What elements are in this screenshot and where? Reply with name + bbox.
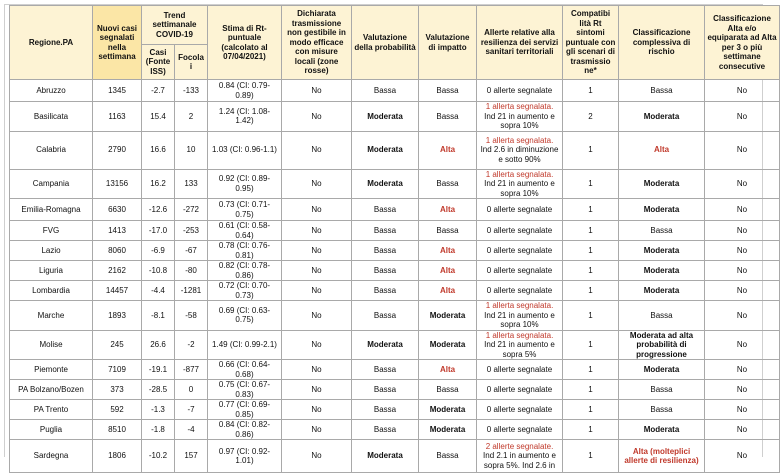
row-impatto: Alta (419, 241, 477, 261)
allerta-detail: Ind 21 in aumento e sopra 10% (484, 111, 555, 130)
allerta-detail: 0 allerte segnalate (486, 384, 553, 394)
table-row (10, 400, 780, 420)
row-alta3: No (705, 80, 780, 102)
allerta-detail: Ind 21 in aumento e sopra 10% (484, 310, 555, 329)
allerta-detail: Ind 21 in aumento e sopra 5% (484, 340, 555, 359)
row-impatto: Alta (419, 199, 477, 221)
row-region: Lazio (10, 241, 93, 261)
row-allerte (477, 199, 563, 221)
row-rt: 0.78 (CI: 0.76-0.81) (208, 241, 282, 261)
row-dichiarata: No (282, 102, 352, 132)
header-nuovi-casi: Nuovi casi segnalati nella settimana (93, 6, 142, 80)
row-alta3: No (705, 360, 780, 380)
document-frame (4, 4, 777, 470)
row-probabilita: Bassa (352, 400, 419, 420)
risk-table (9, 5, 780, 473)
row-nuovi-casi: 8510 (93, 420, 142, 440)
row-region: PA Bolzano/Bozen (10, 380, 93, 400)
row-impatto: Bassa (419, 380, 477, 400)
row-dichiarata: No (282, 420, 352, 440)
table-row (10, 330, 780, 360)
row-trend-casi: -19.1 (142, 360, 175, 380)
row-alta3: No (705, 261, 780, 281)
row-impatto: Moderata (419, 301, 477, 331)
row-alta3: No (705, 281, 780, 301)
row-region: Campania (10, 169, 93, 199)
row-alta3: No (705, 199, 780, 221)
row-focolai: -7 (175, 400, 208, 420)
row-trend-casi: -2.7 (142, 80, 175, 102)
header-dichiarata: Dichiarata trasmissione non gestibile in modo efficace con misure locali (zone rosse) (282, 6, 352, 80)
row-allerte (477, 440, 563, 473)
row-alta3: No (705, 221, 780, 241)
row-impatto: Moderata (419, 420, 477, 440)
row-rt: 0.61 (CI: 0.58-0.64) (208, 221, 282, 241)
row-focolai: 2 (175, 102, 208, 132)
row-impatto: Bassa (419, 221, 477, 241)
row-alta3: No (705, 330, 780, 360)
row-impatto: Moderata (419, 400, 477, 420)
row-nuovi-casi: 13156 (93, 169, 142, 199)
row-allerte (477, 281, 563, 301)
table-row (10, 380, 780, 400)
row-allerte (477, 330, 563, 360)
row-compatibilita: 1 (563, 301, 619, 331)
row-region: Calabria (10, 131, 93, 169)
row-focolai: -253 (175, 221, 208, 241)
row-alta3: No (705, 131, 780, 169)
row-region: FVG (10, 221, 93, 241)
allerta-count: 1 allerta segnalata. (485, 330, 554, 340)
row-probabilita: Moderata (352, 102, 419, 132)
row-dichiarata: No (282, 261, 352, 281)
header-alta3: Classificazione Alta e/o equiparata ad Alta per 3 o più settimane consecutive (705, 6, 780, 80)
row-region: Sardegna (10, 440, 93, 473)
row-classificazione: Alta (619, 131, 705, 169)
row-nuovi-casi: 1345 (93, 80, 142, 102)
allerta-detail: 0 allerte segnalate (486, 225, 553, 235)
table-row (10, 102, 780, 132)
row-probabilita: Bassa (352, 199, 419, 221)
row-probabilita: Bassa (352, 281, 419, 301)
row-classificazione: Moderata (619, 420, 705, 440)
row-dichiarata: No (282, 241, 352, 261)
row-alta3: No (705, 301, 780, 331)
row-allerte (477, 360, 563, 380)
allerta-detail: Ind 2.1 in aumento e sopra 5%. Ind 2.6 in (483, 451, 556, 470)
row-nuovi-casi: 592 (93, 400, 142, 420)
row-rt: 0.82 (CI: 0.78-0.86) (208, 261, 282, 281)
row-rt: 0.69 (CI: 0.63-0.75) (208, 301, 282, 331)
allerta-detail: 0 allerte segnalate (486, 424, 553, 434)
row-impatto: Moderata (419, 330, 477, 360)
row-region: Basilicata (10, 102, 93, 132)
table-row (10, 169, 780, 199)
row-compatibilita: 2 (563, 102, 619, 132)
row-probabilita: Moderata (352, 131, 419, 169)
row-rt: 0.75 (CI: 0.67-0.83) (208, 380, 282, 400)
row-classificazione: Moderata (619, 360, 705, 380)
row-allerte (477, 131, 563, 169)
row-compatibilita: 1 (563, 380, 619, 400)
row-dichiarata: No (282, 380, 352, 400)
row-focolai: -4 (175, 420, 208, 440)
row-trend-casi: -1.3 (142, 400, 175, 420)
row-allerte (477, 380, 563, 400)
allerta-count: 1 allerta segnalata. (485, 102, 554, 111)
row-dichiarata: No (282, 440, 352, 473)
row-probabilita: Moderata (352, 440, 419, 473)
row-classificazione: Moderata (619, 281, 705, 301)
row-compatibilita: 1 (563, 440, 619, 473)
row-focolai: -877 (175, 360, 208, 380)
row-compatibilita: 1 (563, 131, 619, 169)
allerta-detail: 0 allerte segnalate (486, 265, 553, 275)
row-focolai: -2 (175, 330, 208, 360)
header-allerte: Allerte relative alla resilienza dei servizi sanitari territoriali (477, 6, 563, 80)
row-compatibilita: 1 (563, 420, 619, 440)
allerta-detail: Ind 21 in aumento e sopra 10% (484, 179, 555, 198)
row-trend-casi: -17.0 (142, 221, 175, 241)
row-allerte (477, 400, 563, 420)
row-focolai: -58 (175, 301, 208, 331)
row-impatto: Alta (419, 261, 477, 281)
row-dichiarata: No (282, 221, 352, 241)
row-allerte (477, 241, 563, 261)
row-region: Molise (10, 330, 93, 360)
row-dichiarata: No (282, 199, 352, 221)
row-compatibilita: 1 (563, 360, 619, 380)
row-dichiarata: No (282, 169, 352, 199)
row-rt: 0.84 (CI: 0.79-0.89) (208, 80, 282, 102)
row-dichiarata: No (282, 400, 352, 420)
row-impatto: Alta (419, 131, 477, 169)
row-classificazione: Bassa (619, 80, 705, 102)
row-compatibilita: 1 (563, 330, 619, 360)
row-alta3: No (705, 169, 780, 199)
row-region: Marche (10, 301, 93, 331)
row-focolai: -1281 (175, 281, 208, 301)
header-trend: Trend settimanale COVID-19 (142, 6, 208, 45)
row-rt: 0.73 (CI: 0.71-0.75) (208, 199, 282, 221)
header-impatto: Valutazione di impatto (419, 6, 477, 80)
row-nuovi-casi: 1893 (93, 301, 142, 331)
row-classificazione: Bassa (619, 400, 705, 420)
row-classificazione: Bassa (619, 301, 705, 331)
row-compatibilita: 1 (563, 281, 619, 301)
table-row (10, 199, 780, 221)
row-classificazione: Bassa (619, 380, 705, 400)
row-rt: 1.49 (CI: 0.99-2.1) (208, 330, 282, 360)
row-rt: 0.92 (CI: 0.89-0.95) (208, 169, 282, 199)
row-compatibilita: 1 (563, 169, 619, 199)
row-trend-casi: -6.9 (142, 241, 175, 261)
row-trend-casi: -4.4 (142, 281, 175, 301)
allerta-count: 1 allerta segnalata. (485, 135, 554, 145)
table-row (10, 131, 780, 169)
row-compatibilita: 1 (563, 80, 619, 102)
row-nuovi-casi: 7109 (93, 360, 142, 380)
row-allerte (477, 261, 563, 281)
row-nuovi-casi: 1806 (93, 440, 142, 473)
row-trend-casi: -10.8 (142, 261, 175, 281)
row-region: Abruzzo (10, 80, 93, 102)
row-trend-casi: -28.5 (142, 380, 175, 400)
table-row (10, 360, 780, 380)
row-impatto: Alta (419, 360, 477, 380)
header-casi: Casi (Fonte ISS) (142, 45, 175, 80)
row-alta3: No (705, 400, 780, 420)
row-dichiarata: No (282, 360, 352, 380)
row-alta3: No (705, 241, 780, 261)
row-nuovi-casi: 8060 (93, 241, 142, 261)
row-nuovi-casi: 1413 (93, 221, 142, 241)
row-trend-casi: -10.2 (142, 440, 175, 473)
row-alta3: No (705, 420, 780, 440)
row-dichiarata: No (282, 80, 352, 102)
row-focolai: -67 (175, 241, 208, 261)
allerta-count: 1 allerta segnalata. (485, 301, 554, 310)
row-classificazione: Alta (molteplici allerte di resilienza) (619, 440, 705, 473)
row-impatto: Alta (419, 281, 477, 301)
header-classificazione: Classificazione complessiva di rischio (619, 6, 705, 80)
row-probabilita: Moderata (352, 169, 419, 199)
table-row (10, 241, 780, 261)
row-trend-casi: 26.6 (142, 330, 175, 360)
row-allerte (477, 169, 563, 199)
row-probabilita: Bassa (352, 380, 419, 400)
row-allerte (477, 420, 563, 440)
allerta-count: 1 allerta segnalata. (485, 169, 554, 179)
row-region: Puglia (10, 420, 93, 440)
row-allerte (477, 301, 563, 331)
row-classificazione: Moderata (619, 199, 705, 221)
table-row (10, 261, 780, 281)
row-compatibilita: 1 (563, 199, 619, 221)
row-region: Lombardia (10, 281, 93, 301)
row-nuovi-casi: 2790 (93, 131, 142, 169)
row-probabilita: Bassa (352, 261, 419, 281)
row-alta3: No (705, 440, 780, 473)
row-nuovi-casi: 6630 (93, 199, 142, 221)
row-trend-casi: -12.6 (142, 199, 175, 221)
header-region: Regione.PA (10, 6, 93, 80)
row-rt: 0.72 (CI: 0.70-0.73) (208, 281, 282, 301)
header-focolai: Focola i (175, 45, 208, 80)
row-allerte (477, 102, 563, 132)
row-compatibilita: 1 (563, 261, 619, 281)
table-row (10, 420, 780, 440)
row-allerte (477, 80, 563, 102)
row-compatibilita: 1 (563, 400, 619, 420)
table-row (10, 80, 780, 102)
row-alta3: No (705, 102, 780, 132)
allerta-detail: 0 allerte segnalate (486, 245, 553, 255)
row-classificazione: Moderata ad alta probabilità di progressione (619, 330, 705, 360)
row-impatto: Bassa (419, 80, 477, 102)
row-rt: 0.77 (CI: 0.69-0.85) (208, 400, 282, 420)
row-focolai: 157 (175, 440, 208, 473)
header-rt: Stima di Rt- puntuale (calcolato al 07/04/2021) (208, 6, 282, 80)
row-probabilita: Bassa (352, 221, 419, 241)
row-impatto: Bassa (419, 102, 477, 132)
row-nuovi-casi: 1163 (93, 102, 142, 132)
row-focolai: -133 (175, 80, 208, 102)
row-probabilita: Bassa (352, 241, 419, 261)
allerta-detail: 0 allerte segnalate (486, 364, 553, 374)
allerta-detail: 0 allerte segnalate (486, 285, 553, 295)
table-row (10, 281, 780, 301)
row-probabilita: Bassa (352, 420, 419, 440)
table-row (10, 301, 780, 331)
row-alta3: No (705, 380, 780, 400)
row-rt: 0.84 (CI: 0.82-0.86) (208, 420, 282, 440)
row-nuovi-casi: 245 (93, 330, 142, 360)
row-classificazione: Moderata (619, 102, 705, 132)
row-dichiarata: No (282, 301, 352, 331)
row-classificazione: Moderata (619, 241, 705, 261)
table-row (10, 221, 780, 241)
row-nuovi-casi: 14457 (93, 281, 142, 301)
row-probabilita: Bassa (352, 301, 419, 331)
row-nuovi-casi: 2162 (93, 261, 142, 281)
row-region: Piemonte (10, 360, 93, 380)
row-impatto: Bassa (419, 440, 477, 473)
row-trend-casi: -1.8 (142, 420, 175, 440)
row-dichiarata: No (282, 330, 352, 360)
header-probabilita: Valutazione della probabilità (352, 6, 419, 80)
row-region: PA Trento (10, 400, 93, 420)
row-impatto: Bassa (419, 169, 477, 199)
row-probabilita: Bassa (352, 360, 419, 380)
allerta-detail: 0 allerte segnalate (486, 404, 553, 414)
row-rt: 0.97 (CI: 0.92-1.01) (208, 440, 282, 473)
row-compatibilita: 1 (563, 241, 619, 261)
row-focolai: 0 (175, 380, 208, 400)
row-trend-casi: 16.6 (142, 131, 175, 169)
row-probabilita: Bassa (352, 80, 419, 102)
row-rt: 1.03 (CI: 0.96-1.1) (208, 131, 282, 169)
row-trend-casi: -8.1 (142, 301, 175, 331)
row-classificazione: Moderata (619, 169, 705, 199)
row-rt: 1.24 (CI: 1.08-1.42) (208, 102, 282, 132)
row-focolai: 10 (175, 131, 208, 169)
row-focolai: -80 (175, 261, 208, 281)
header-compatibilita: Compatibi lità Rt sintomi puntuale con gli scenari di trasmissio ne* (563, 6, 619, 80)
row-trend-casi: 15.4 (142, 102, 175, 132)
row-allerte (477, 221, 563, 241)
row-focolai: -272 (175, 199, 208, 221)
allerta-detail: 0 allerte segnalate (486, 85, 553, 95)
allerta-detail: Ind 2.6 in diminuzione e sotto 90% (480, 145, 559, 164)
row-dichiarata: No (282, 281, 352, 301)
row-probabilita: Moderata (352, 330, 419, 360)
table-row (10, 440, 780, 473)
row-focolai: 133 (175, 169, 208, 199)
row-classificazione: Moderata (619, 261, 705, 281)
allerta-count: 2 allerte segnalate. (485, 441, 554, 451)
row-classificazione: Bassa (619, 221, 705, 241)
row-region: Emilia-Romagna (10, 199, 93, 221)
row-region: Liguria (10, 261, 93, 281)
allerta-detail: 0 allerte segnalate (486, 204, 553, 214)
row-compatibilita: 1 (563, 221, 619, 241)
row-nuovi-casi: 373 (93, 380, 142, 400)
row-dichiarata: No (282, 131, 352, 169)
row-rt: 0.66 (CI: 0.64-0.68) (208, 360, 282, 380)
table-body (10, 80, 780, 473)
row-trend-casi: 16.2 (142, 169, 175, 199)
